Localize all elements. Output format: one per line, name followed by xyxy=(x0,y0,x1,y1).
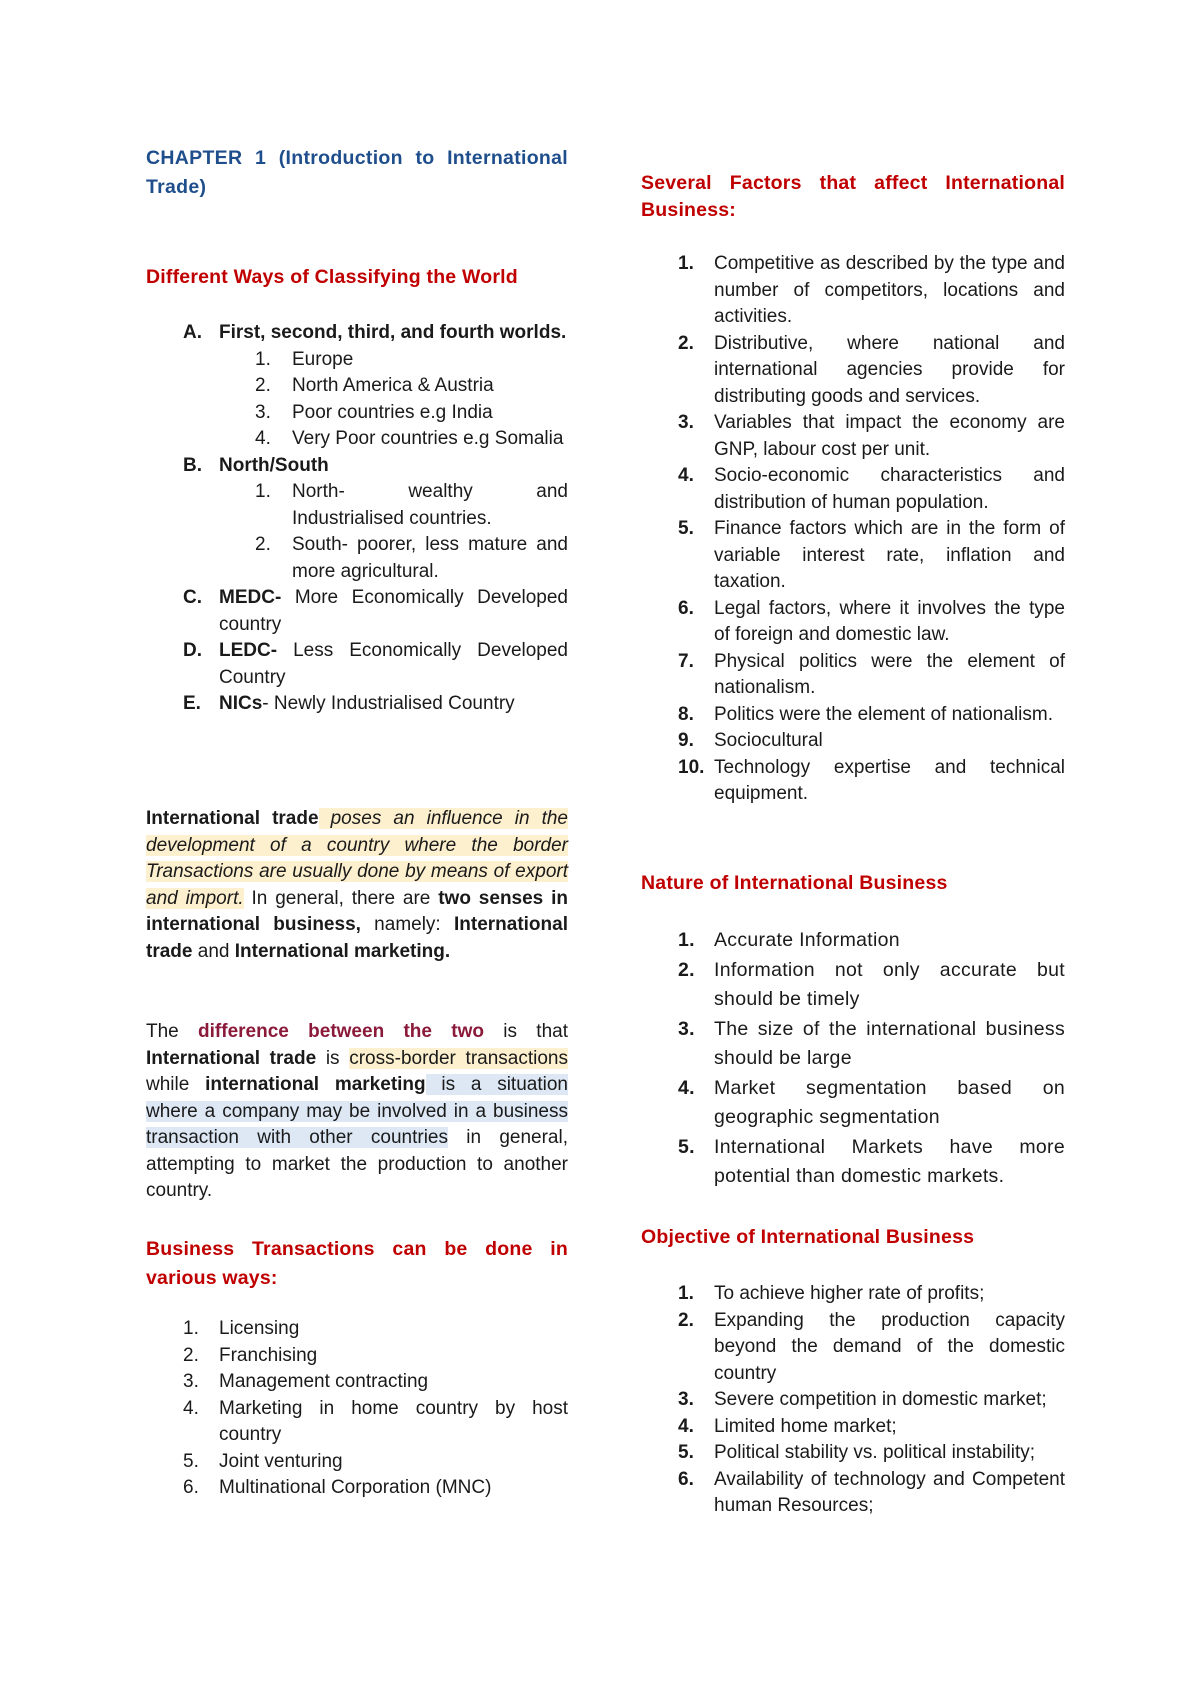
classify-item-a xyxy=(146,320,568,453)
factors-heading: Several Factors that affect International Business: xyxy=(641,172,1065,221)
difference-paragraph: The difference between the two is that International trade is cross-border transactions while international marketing is a situation where a company may be involved in a business transaction with other countries in general, attempting to market the production to another country. xyxy=(146,1021,568,1201)
list-item: 6. Legal factors, where it involves the type of foreign and domestic law. xyxy=(678,597,1065,645)
factors-list xyxy=(641,251,1065,808)
list-item: 8. Politics were the element of nationalism. xyxy=(678,703,1053,725)
list-item: 4. Socio-economic characteristics and distribution of human population. xyxy=(678,465,1065,513)
list-item: 3. Management contracting xyxy=(183,1371,429,1392)
list-item: 4. Market segmentation based on geographic segmentation xyxy=(678,1076,1065,1128)
list-item: 2. North America & Austria xyxy=(255,375,494,396)
classify-label: LEDC- xyxy=(219,640,278,661)
classify-desc: More Economically Developed country xyxy=(219,587,568,635)
classify-list xyxy=(146,320,568,718)
classify-heading: Different Ways of Classifying the World xyxy=(146,266,518,288)
classify-label: NICs xyxy=(219,693,263,714)
list-item: 7. Physical politics were the element of nationalism. xyxy=(678,650,1065,698)
list-marker: C. xyxy=(183,587,202,608)
classify-label: MEDC- xyxy=(219,587,282,608)
list-item: 5. Finance factors which are in the form of variable interest rate, inflation and taxation. xyxy=(678,518,1065,592)
list-item: 5. Political stability vs. political instability; xyxy=(678,1442,1036,1463)
classify-sublist xyxy=(146,479,568,585)
list-item: 1. Accurate Information xyxy=(678,929,900,951)
classify-item-b xyxy=(146,453,568,586)
classify-desc: - Newly Industrialised Country xyxy=(262,693,515,714)
objectives-list xyxy=(641,1281,1065,1520)
classify-label: North/South xyxy=(219,454,329,476)
list-item: 2. Distributive, where national and international agencies provide for distributing goods and services. xyxy=(678,332,1065,407)
list-item: 1. Europe xyxy=(255,348,354,370)
nature-heading: Nature of International Business xyxy=(641,872,948,894)
list-item: 3. Severe competition in domestic market; xyxy=(678,1389,1047,1410)
list-item: 1. Licensing xyxy=(183,1318,300,1339)
list-item: 2. Franchising xyxy=(183,1344,318,1366)
list-item: 10. Technology expertise and technical equipment. xyxy=(678,756,1065,804)
list-marker: B. xyxy=(183,454,202,476)
ways-list xyxy=(146,1316,568,1502)
classify-desc: Less Economically Developed Country xyxy=(219,640,568,688)
list-item: 4. Marketing in home country by host country xyxy=(183,1397,568,1445)
list-item: 2. South- poorer, less mature and more agricultural. xyxy=(255,534,568,582)
classify-item-c xyxy=(146,585,568,638)
list-item: 5. International Markets have more potential than domestic markets. xyxy=(678,1135,1065,1187)
nature-list xyxy=(641,926,1065,1192)
list-marker: D. xyxy=(183,640,202,661)
objective-heading: Objective of International Business xyxy=(641,1226,975,1248)
list-item: 3. The size of the international business should be large xyxy=(678,1017,1065,1069)
list-item: 4. Very Poor countries e.g Somalia xyxy=(255,428,564,449)
list-item: 6. Availability of technology and Competent human Resources; xyxy=(678,1468,1065,1516)
chapter-title: CHAPTER 1 (Introduction to International Trade) xyxy=(146,147,568,198)
list-item: 1. To achieve higher rate of profits; xyxy=(678,1283,985,1304)
list-marker: E. xyxy=(183,693,201,714)
list-item: 3. Poor countries e.g India xyxy=(255,401,493,423)
classify-item-d xyxy=(146,638,568,691)
list-item: 1. North- wealthy and Industrialised countries. xyxy=(255,481,568,529)
classify-sublist xyxy=(146,347,568,453)
list-item: 3. Variables that impact the economy are GNP, labour cost per unit. xyxy=(678,412,1065,460)
list-item: 5. Joint venturing xyxy=(183,1450,343,1472)
list-item: 9. Sociocultural xyxy=(678,730,823,751)
ways-heading: Business Transactions can be done in various ways: xyxy=(146,1238,568,1289)
list-item: 6. Multinational Corporation (MNC) xyxy=(183,1477,492,1498)
list-item: 4. Limited home market; xyxy=(678,1415,897,1437)
intro-paragraph: International trade poses an influence in the development of a country where the border Transactions are usually done by means of export and import. In general, there are two senses in international business, namely: International trade and International marketing. xyxy=(146,808,568,962)
list-item: 2. Expanding the production capacity beyond the demand of the domestic country xyxy=(678,1309,1065,1384)
list-item: 1. Competitive as described by the type and number of competitors, locations and activities. xyxy=(678,253,1065,327)
classify-item-e xyxy=(146,691,568,718)
list-item: 2. Information not only accurate but should be timely xyxy=(678,958,1065,1010)
list-marker: A. xyxy=(183,322,202,343)
classify-label: First, second, third, and fourth worlds. xyxy=(219,322,567,343)
